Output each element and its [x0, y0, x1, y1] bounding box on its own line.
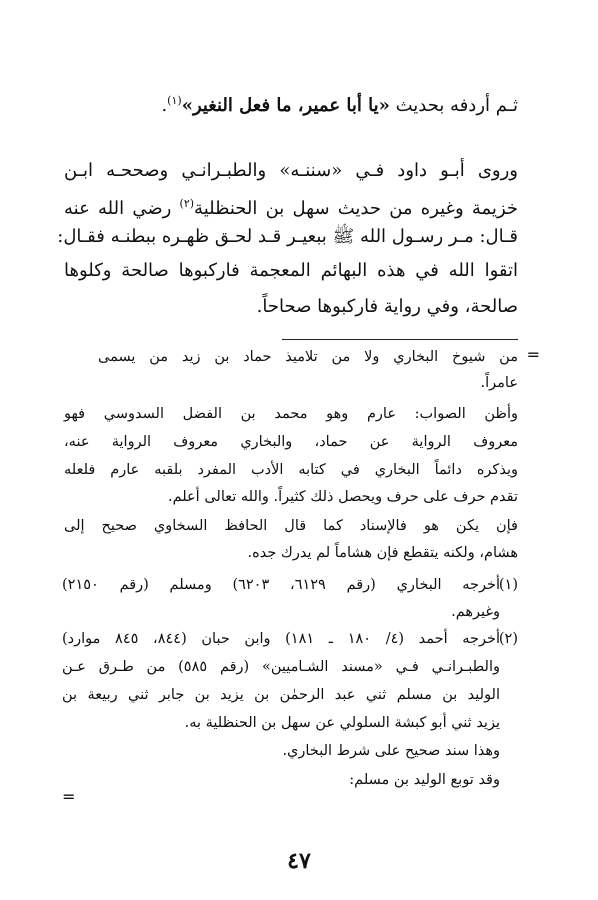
footnote-para-2-line-4: تقدم حرف على حرف ويحصل ذلك كثيراً. والله تعالى أعلم. [167, 489, 518, 505]
main-text-plain: ثـم أردفه بحديث [389, 95, 518, 116]
main-text-line-4: قـال: مـر رسـول الله ﷺ ببعيـر قـد لحـق ظهـره ببطنـه فقـال: [57, 226, 518, 247]
footnote-1-line-2: وغيرهم. [451, 604, 500, 620]
footnote-cont-line-2: عامراً. [480, 375, 518, 391]
footnote-para-2-line-3: ويذكره دائماً البخاري في كتابه الأدب المفرد بلقبه عارم فلعله [64, 462, 518, 478]
main-text-line-5: اتقوا الله في هذه البهائم المعجمة فاركبوها صالحة وكلوها [64, 260, 518, 281]
footnote-2-line-2: والطبـرانـي فـي «مسند الشـاميين» (رقم ٥٨٥) من طـرق عـن [62, 659, 500, 675]
footnote-2-line-5: وهذا سند صحيح على شرط البخاري. [282, 743, 500, 759]
continuation-mark-end: = [62, 787, 76, 806]
footnote-2-line-1: أخرجه أحمد (٤/ ١٨٠ ـ ١٨١) وابن حبان (٨٤٤، ٨٤٥ موارد) [62, 631, 501, 647]
footnote-para-2-line-2: معروف الرواية عن حماد، والبخاري معروف الرواية عنه، [64, 434, 518, 450]
footnote-2-line-6: وقد توبع الوليد بن مسلم: [349, 772, 500, 788]
page-number: ٤٧ [287, 848, 311, 874]
main-text-line-1 [64, 86, 518, 121]
footnote-ref-2[interactable]: (٢) [179, 197, 195, 210]
main-text-line-3 [64, 189, 518, 224]
footnote-2-line-4: يزيد ثني أبو كبشة السلولي عن سهل بن الحنظلية به. [184, 715, 500, 731]
footnote-cont-line-1: من شيوخ البخاري ولا من تلاميذ حماد بن زيد من يسمى [98, 349, 518, 365]
footnote-1-number: (١) [498, 577, 518, 593]
footnote-para-2-line-1: وأظن الصواب: عارم وهو محمد بن الفضل السدوسي فهو [64, 406, 518, 422]
line-end-period: . [161, 95, 168, 116]
main-text-line-6: صالحة، وفي رواية فاركبوها صحاحاً. [256, 296, 518, 317]
footnote-2-line-3: الوليد بن مسلم ثني عبد الرحمٰن بن يزيد بن جابر ثني ربيعة بن [62, 687, 500, 703]
footnote-para-3-line-2: هشام، ولكنه يتقطع فإن هشاماً لم يدرك جده. [247, 545, 518, 561]
main-text-segment: رضي الله عنه [64, 198, 180, 219]
main-text-line-2: وروى أبـو داود فـي «سننـه» والطبـرانـي وصححـه ابـن [64, 160, 518, 181]
footnote-ref-1[interactable]: (١) [167, 94, 182, 107]
footnote-separator [282, 339, 518, 340]
main-text-segment: خزيمة وغيره من حديث سهل بن الحنظلية [194, 198, 518, 219]
footnote-para-3-line-1: فإن يكن هو فالإسناد كما قال الحافظ السخاوي صحيح إلى [64, 518, 518, 534]
footnote-2-number: (٢) [498, 631, 518, 647]
hadith-quote: «يا أبا عمير، ما فعل النغير» [181, 95, 390, 116]
continuation-mark: = [526, 345, 540, 364]
footnote-1-line-1: أخرجه البخاري (رقم ٦١٢٩، ٦٢٠٣) ومسلم (رقم ٢١٥٠) [62, 577, 500, 593]
